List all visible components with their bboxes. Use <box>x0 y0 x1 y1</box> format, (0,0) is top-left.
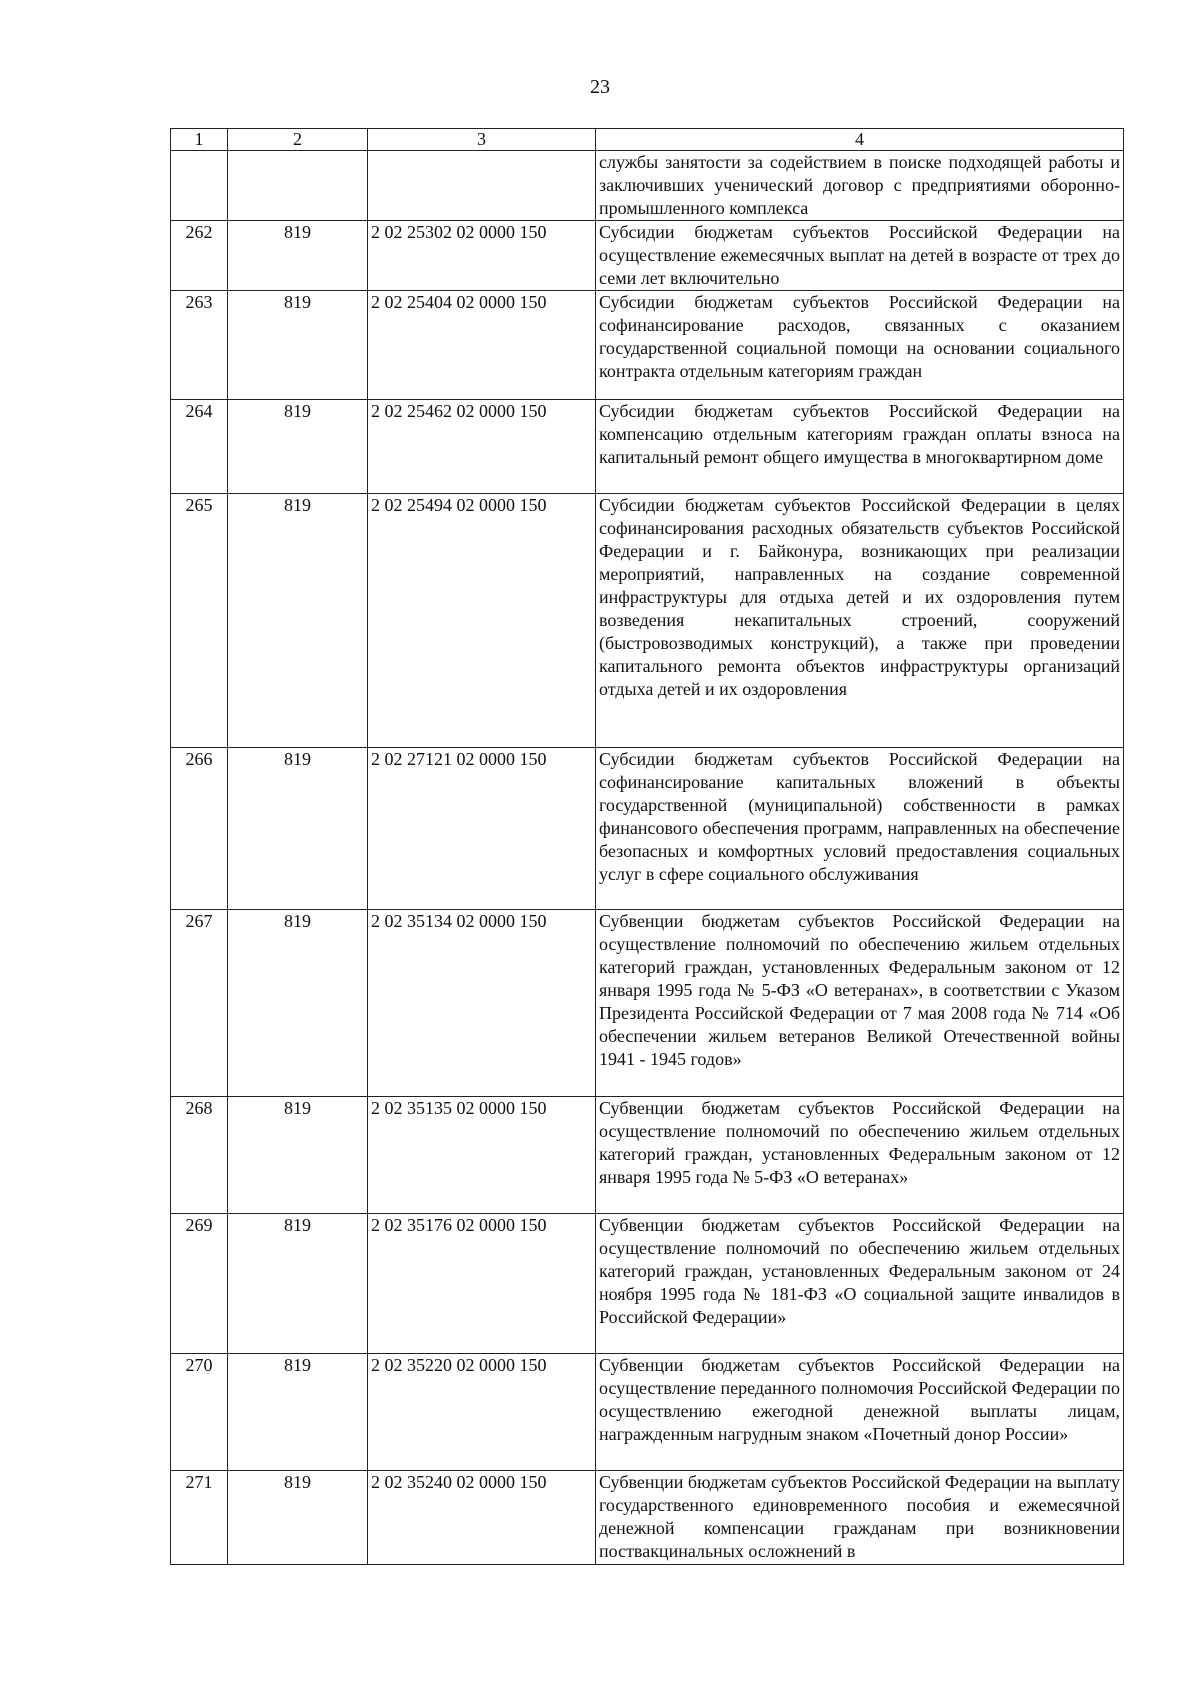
row-description: Субсидии бюджетам субъектов Российской Федерации на компенсацию отдельным категориям граждан оплаты взноса на капитальный ремонт общего имущества в многоквартирном доме <box>596 400 1124 494</box>
admin-code: 819 <box>228 221 368 291</box>
table-row <box>171 291 1124 400</box>
row-description: Субвенции бюджетам субъектов Российской Федерации на осуществление переданного полномочия Российской Федерации по осуществлению ежегодной денежной выплаты лицам, награжденным нагрудным знаком «Почетный донор России» <box>596 1354 1124 1471</box>
row-number: 265 <box>171 494 228 748</box>
budget-code: 2 02 27121 02 0000 150 <box>368 748 596 910</box>
budget-code: 2 02 25404 02 0000 150 <box>368 291 596 400</box>
budget-code: 2 02 25462 02 0000 150 <box>368 400 596 494</box>
row-description: Субвенции бюджетам субъектов Российской Федерации на осуществление полномочий по обеспечению жильем отдельных категорий граждан, установленных Федеральным законом от 24 ноября 1995 года № 181-ФЗ «О социальной защите инвалидов в Российской Федерации» <box>596 1214 1124 1354</box>
row-description: Субсидии бюджетам субъектов Российской Федерации на софинансирование расходов, связанных с оказанием государственной социальной помощи на основании социального контракта отдельным категориям граждан <box>596 291 1124 400</box>
budget-code: 2 02 35220 02 0000 150 <box>368 1354 596 1471</box>
row-description: Субвенции бюджетам субъектов Российской Федерации на выплату государственного единовременного пособия и ежемесячной денежной компенсации гражданам при возникновении поствакцинальных осложнений в <box>596 1471 1124 1565</box>
admin-code: 819 <box>228 494 368 748</box>
column-header-3: 3 <box>368 129 596 151</box>
budget-code: 2 02 35134 02 0000 150 <box>368 910 596 1097</box>
continuation-text: службы занятости за содействием в поиске подходящей работы и заключивших ученический договор с предприятиями оборонно-промышленного комплекса <box>596 151 1124 221</box>
continuation-row <box>171 151 1124 221</box>
admin-code: 819 <box>228 910 368 1097</box>
column-header-1: 1 <box>171 129 228 151</box>
budget-code: 2 02 35135 02 0000 150 <box>368 1097 596 1214</box>
table-row <box>171 1354 1124 1471</box>
row-number: 270 <box>171 1354 228 1471</box>
row-number: 266 <box>171 748 228 910</box>
row-description: Субсидии бюджетам субъектов Российской Федерации в целях софинансирования расходных обязательств субъектов Российской Федерации и г. Байконура, возникающих при реализации мероприятий, направленных на создание современной инфраструктуры для отдыха детей и их оздоровления путем возведения некапитальных строений, сооружений (быстровозводимых конструкций), а также при проведении капитального ремонта объектов инфраструктуры организаций отдыха детей и их оздоровления <box>596 494 1124 748</box>
row-description: Субвенции бюджетам субъектов Российской Федерации на осуществление полномочий по обеспечению жильем отдельных категорий граждан, установленных Федеральным законом от 12 января 1995 года № 5-ФЗ «О ветеранах» <box>596 1097 1124 1214</box>
row-number: 263 <box>171 291 228 400</box>
admin-code: 819 <box>228 291 368 400</box>
column-header-4: 4 <box>596 129 1124 151</box>
table-row <box>171 221 1124 291</box>
admin-code: 819 <box>228 1354 368 1471</box>
admin-code: 819 <box>228 1097 368 1214</box>
row-number: 269 <box>171 1214 228 1354</box>
budget-codes-table <box>170 128 1124 1565</box>
table-row <box>171 748 1124 910</box>
admin-code: 819 <box>228 1214 368 1354</box>
row-description: Субсидии бюджетам субъектов Российской Федерации на осуществление ежемесячных выплат на детей в возрасте от трех до семи лет включительно <box>596 221 1124 291</box>
row-description: Субвенции бюджетам субъектов Российской Федерации на осуществление полномочий по обеспечению жильем отдельных категорий граждан, установленных Федеральным законом от 12 января 1995 года № 5-ФЗ «О ветеранах», в соответствии с Указом Президента Российской Федерации от 7 мая 2008 года № 714 «Об обеспечении жильем ветеранов Великой Отечественной войны 1941 - 1945 годов» <box>596 910 1124 1097</box>
table-row <box>171 1471 1124 1565</box>
table-row <box>171 1097 1124 1214</box>
row-number: 267 <box>171 910 228 1097</box>
table-header <box>171 129 1124 151</box>
column-header-2: 2 <box>228 129 368 151</box>
table-row <box>171 400 1124 494</box>
row-number: 264 <box>171 400 228 494</box>
budget-code: 2 02 25494 02 0000 150 <box>368 494 596 748</box>
budget-code: 2 02 35240 02 0000 150 <box>368 1471 596 1565</box>
row-number: 268 <box>171 1097 228 1214</box>
header-row <box>171 129 1124 151</box>
table-row <box>171 494 1124 748</box>
admin-code: 819 <box>228 1471 368 1565</box>
budget-code: 2 02 25302 02 0000 150 <box>368 221 596 291</box>
row-number: 262 <box>171 221 228 291</box>
budget-code: 2 02 35176 02 0000 150 <box>368 1214 596 1354</box>
table-row <box>171 1214 1124 1354</box>
admin-code: 819 <box>228 400 368 494</box>
admin-code: 819 <box>228 748 368 910</box>
page-number: 23 <box>590 76 610 98</box>
table-row <box>171 910 1124 1097</box>
row-number: 271 <box>171 1471 228 1565</box>
row-description: Субсидии бюджетам субъектов Российской Федерации на софинансирование капитальных вложений в объекты государственной (муниципальной) собственности в рамках финансового обеспечения программ, направленных на обеспечение безопасных и комфортных условий предоставления социальных услуг в сфере социального обслуживания <box>596 748 1124 910</box>
